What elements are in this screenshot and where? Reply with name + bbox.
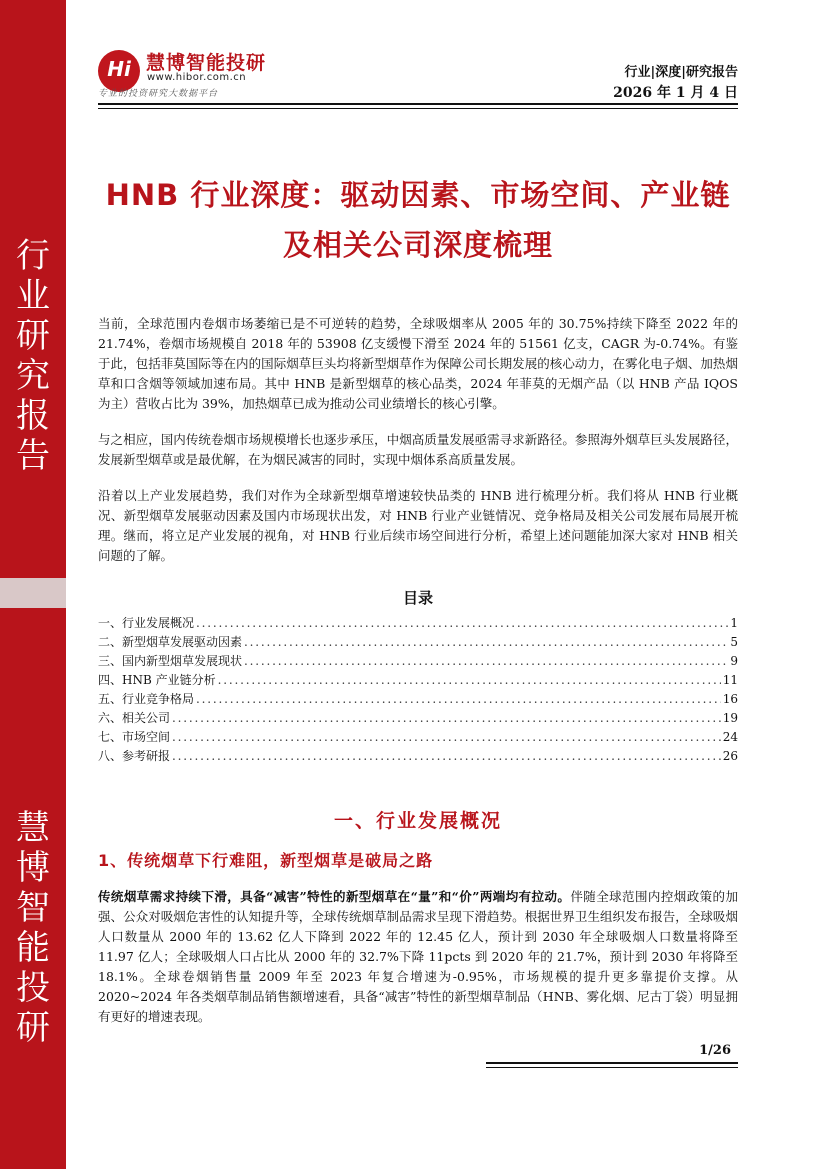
- header-divider: [98, 103, 738, 109]
- toc-item[interactable]: [98, 652, 738, 671]
- toc-item-page: 5: [730, 635, 738, 649]
- footer-divider: [486, 1062, 738, 1068]
- page-number: 1/26: [699, 1043, 731, 1058]
- report-date: 2026 年 1 月 4 日: [613, 85, 738, 101]
- logo-name: 慧博智能投研: [146, 52, 267, 74]
- toc-item-page: 24: [722, 730, 738, 744]
- toc-item-page: 1: [730, 616, 738, 630]
- subsection-title: 1、传统烟草下行难阻，新型烟草是破局之路: [98, 851, 434, 870]
- toc-item[interactable]: [98, 728, 738, 747]
- toc-item[interactable]: [98, 614, 738, 633]
- toc-item-label: 六、相关公司: [98, 711, 171, 725]
- toc-leader: [218, 671, 721, 690]
- logo-mark-text: Hi: [107, 57, 131, 81]
- toc-item-page: 19: [722, 711, 738, 725]
- toc-item-label: 四、HNB 产业链分析: [98, 673, 216, 687]
- report-type: 行业|深度|研究报告: [624, 65, 738, 80]
- sidebar-divider: [0, 578, 66, 608]
- toc-item-page: 9: [730, 654, 738, 668]
- sidebar-brand-label: 慧博智能投研: [16, 808, 50, 1048]
- toc-item-page: 11: [722, 673, 738, 687]
- logo-slogan: 专业的投资研究大数据平台: [98, 89, 219, 99]
- toc-item[interactable]: [98, 671, 738, 690]
- toc-title: 目录: [402, 589, 433, 607]
- toc-item[interactable]: [98, 747, 738, 766]
- section-body: 伴随全球范围内控烟政策的加强、公众对吸烟危害性的认知提升等，全球传统烟草制品需求呈现下滑趋势。根据世界卫生组织发布报告，全球吸烟人口数量从 2000 年的 13.62 亿人下降到 2022 年的 12.45 亿人，预计到 2030 年全球吸烟人口数量将降至 11.97 亿人；全球吸烟人口占比从 2000 年的 32.7%下降 11pcts 到 2020 年的 21.7%，预计到 2030 年将降至 18.1%。全球卷烟销售量 2009 年至 2023 年复合增速为-0.95%，市场规模的提升更多靠提价支撑。从 2020~2024 年各类烟草制品销售额增速看，具备“减害”特性的新型烟草制品（HNB、雾化烟、尼古丁袋）明显拥有更好的增速表现。: [98, 889, 738, 1024]
- section-paragraph: [98, 887, 738, 1027]
- toc-leader: [172, 728, 721, 747]
- toc-item[interactable]: [98, 709, 738, 728]
- brand-logo[interactable]: [98, 48, 268, 98]
- toc-item-label: 二、新型烟草发展驱动因素: [98, 635, 243, 649]
- toc-item-label: 三、国内新型烟草发展现状: [98, 654, 243, 668]
- intro-paragraph-1: 当前，全球范围内卷烟市场萎缩已是不可逆转的趋势，全球吸烟率从 2005 年的 30.75%持续下降至 2022 年的 21.74%，卷烟市场规模自 2018 年的 53908 亿支缓慢下滑至 2024 年的 51561 亿支，CAGR 为-0.74%。有鉴于此，包括菲莫国际等在内的国际烟草巨头均将新型烟草作为保障公司长期发展的核心动力，在雾化电子烟、加热烟草和口含烟等领域加速布局。其中 HNB 是新型烟草的核心品类，2024 年菲莫的无烟产品（以 HNB 产品 IQOS 为主）营收占比为 39%，加热烟草已成为推动公司业绩增长的核心引擎。: [98, 316, 738, 411]
- toc-item[interactable]: [98, 633, 738, 652]
- sidebar-report-label: 行业研究报告: [16, 236, 50, 476]
- toc-item-label: 一、行业发展概况: [98, 616, 195, 630]
- toc-item-label: 五、行业竞争格局: [98, 692, 195, 706]
- toc-item-label: 八、参考研报: [98, 749, 171, 763]
- toc-leader: [244, 652, 728, 671]
- intro-paragraph-3: 沿着以上产业发展趋势，我们对作为全球新型烟草增速较快品类的 HNB 进行梳理分析。我们将从 HNB 行业概况、新型烟草发展驱动因素及国内市场现状出发，对 HNB 行业产业链情况、竞争格局及相关公司发展布局展开梳理。继而，将立足产业发展的视角，对 HNB 行业后续市场空间进行分析，希望上述问题能加深大家对 HNB 相关问题的了解。: [98, 488, 738, 563]
- toc-item-page: 26: [722, 749, 738, 763]
- toc-leader: [172, 709, 721, 728]
- logo-url: www.hibor.com.cn: [147, 72, 247, 83]
- intro-paragraph-2: 与之相应，国内传统卷烟市场规模增长也逐步承压，中烟高质量发展亟需寻求新路径。参照海外烟草巨头发展路径，发展新型烟草或是最优解，在为烟民减害的同时，实现中烟体系高质量发展。: [98, 432, 738, 467]
- toc-leader: [244, 633, 728, 652]
- toc-item-label: 七、市场空间: [98, 730, 171, 744]
- section-title: 一、行业发展概况: [333, 810, 502, 832]
- toc-item[interactable]: [98, 690, 738, 709]
- section-lead-bold: 传统烟草需求持续下滑，具备“减害”特性的新型烟草在“量”和“价”两端均有拉动。: [98, 889, 571, 904]
- toc-leader: [196, 690, 721, 709]
- report-title: HNB 行业深度：驱动因素、市场空间、产业链及相关公司深度梳理: [105, 178, 731, 262]
- toc-item-page: 16: [722, 692, 738, 706]
- toc-leader: [196, 614, 728, 633]
- table-of-contents: [98, 614, 738, 766]
- toc-leader: [172, 747, 721, 766]
